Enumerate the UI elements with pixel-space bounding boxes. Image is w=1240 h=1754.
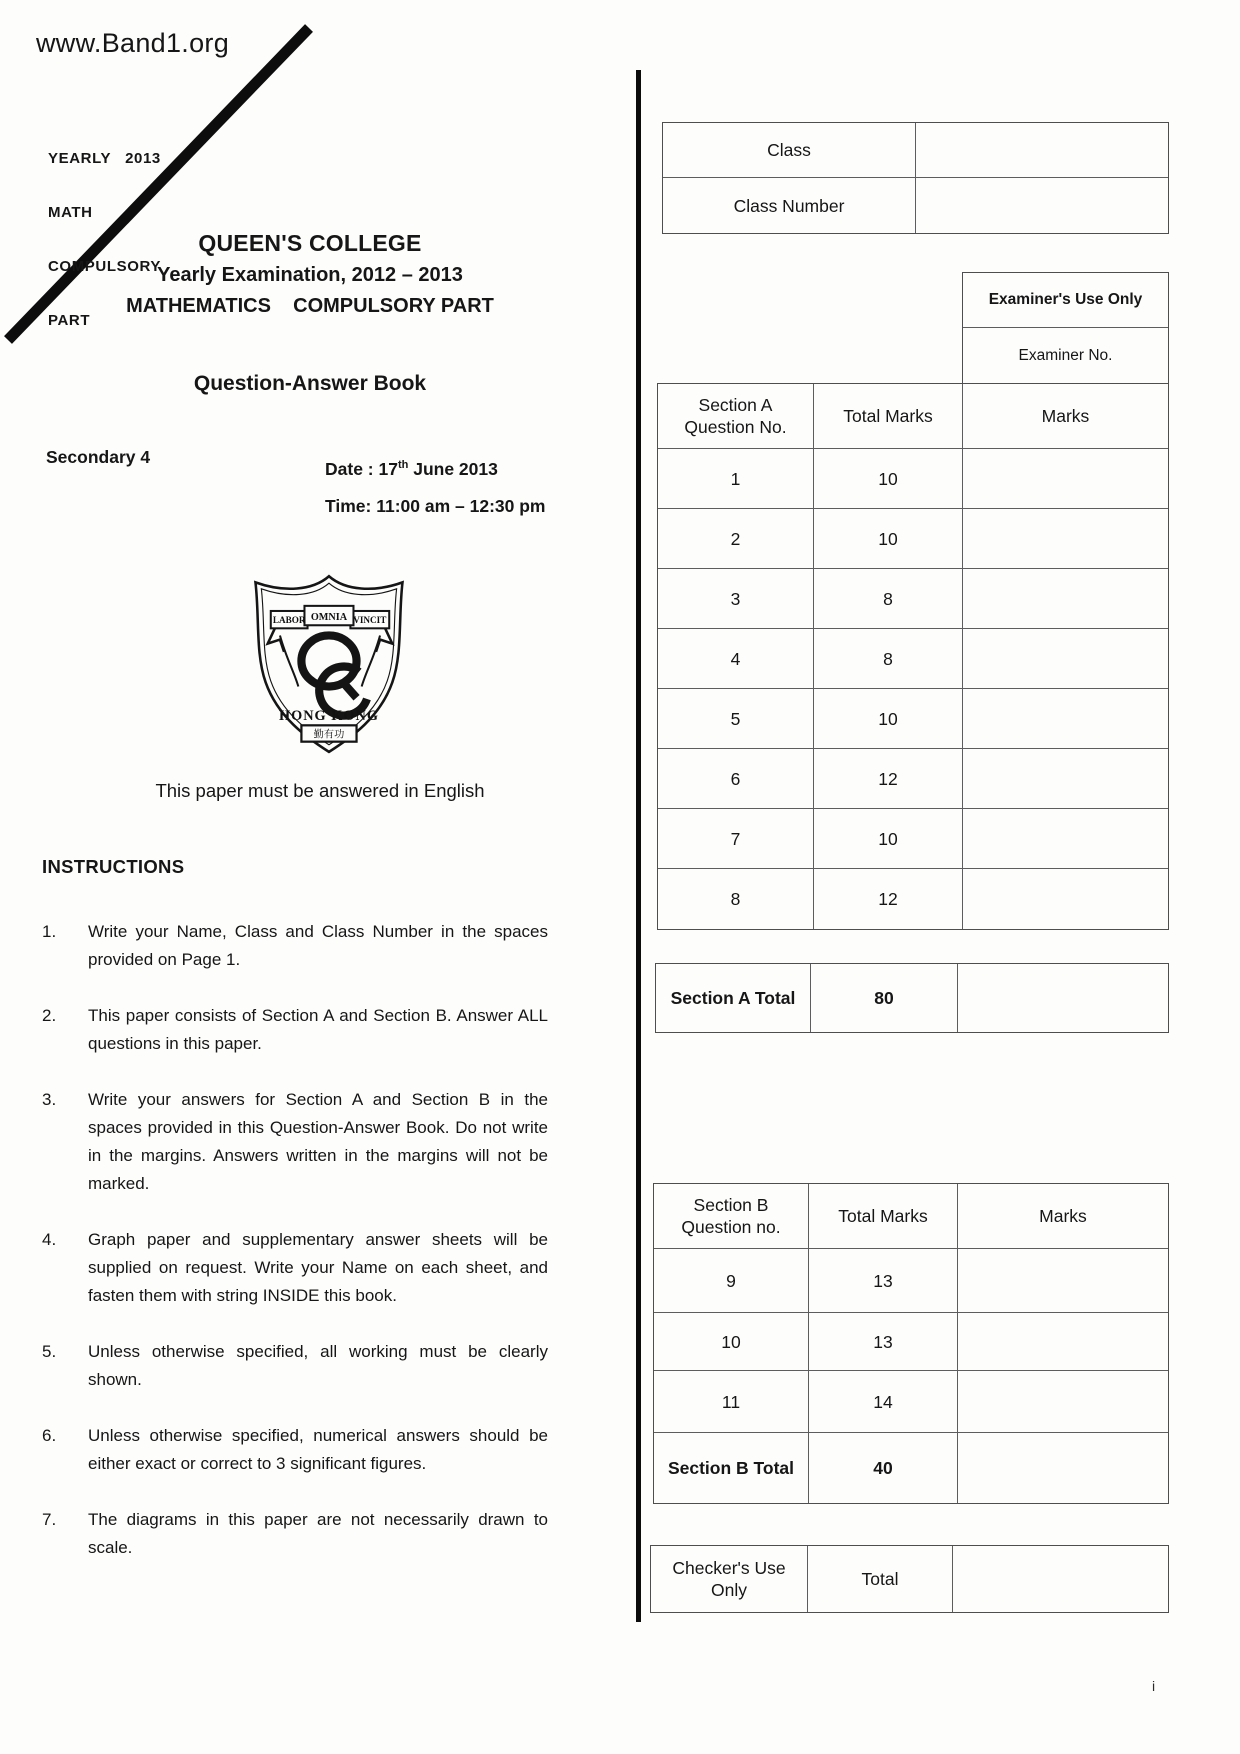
instruction-item — [42, 1086, 548, 1198]
instruction-number: 5. — [42, 1342, 57, 1361]
question-number: 7 — [658, 809, 814, 869]
instruction-text: This paper consists of Section A and Section B. Answer ALL questions in this paper. — [88, 1006, 548, 1053]
marks-entry-cell — [953, 1546, 1168, 1612]
stamp-line: PART — [48, 312, 91, 329]
question-total-marks: 12 — [814, 869, 963, 929]
title-block — [90, 230, 530, 318]
crest-motto-zh: 勤有功 — [313, 729, 345, 741]
examiner-use-title: Examiner's Use Only — [963, 273, 1168, 328]
section-a-qno-header: Section A Question No. — [658, 384, 814, 449]
examiner-use-box — [962, 272, 1169, 384]
section-b-marks-table — [653, 1183, 1169, 1504]
crest-right-drape — [362, 635, 380, 686]
instruction-text: Write your Name, Class and Class Number in the spaces provided on Page 1. — [88, 922, 548, 969]
crest-left-drape — [280, 635, 298, 686]
instruction-text: Graph paper and supplementary answer sheets will be supplied on request. Write your Name on each sheet, and fasten them with string INSIDE this book. — [88, 1230, 548, 1305]
instruction-text: The diagrams in this paper are not necessarily drawn to scale. — [88, 1510, 548, 1557]
instruction-text: Write your answers for Section A and Section B in the spaces provided in this Question-Answer Book. Do not write in the margins. Answers written in the margins will not be marked. — [88, 1090, 548, 1193]
question-total-marks: 10 — [814, 449, 963, 509]
instructions-title: INSTRUCTIONS — [42, 856, 185, 877]
marks-entry-cell — [958, 964, 1168, 1032]
instruction-number: 6. — [42, 1426, 57, 1445]
section-b-qno-header: Section B Question no. — [654, 1184, 809, 1249]
instruction-item — [42, 1226, 548, 1310]
subject-title: MATHEMATICS COMPULSORY PART — [126, 295, 494, 317]
marks-entry-cell — [963, 869, 1168, 929]
marks-entry-cell — [963, 689, 1168, 749]
instruction-text: Unless otherwise specified, numerical answers should be either exact or correct to 3 significant figures. — [88, 1426, 548, 1473]
instruction-number: 3. — [42, 1090, 57, 1109]
crest-city-text: HONG KONG — [278, 708, 380, 725]
instruction-number: 2. — [42, 1006, 57, 1025]
instruction-number: 4. — [42, 1230, 57, 1249]
question-number: 10 — [654, 1313, 809, 1371]
question-number: 2 — [658, 509, 814, 569]
question-total-marks: 10 — [814, 509, 963, 569]
stamp-line: MATH — [48, 204, 93, 221]
stamp-line: COMPULSORY — [48, 258, 161, 275]
section-b-total-label: Section B Total — [654, 1433, 809, 1503]
instruction-item — [42, 1002, 548, 1058]
question-number: 8 — [658, 869, 814, 929]
section-a-marks-table — [657, 383, 1169, 930]
marks-entry-cell — [963, 509, 1168, 569]
class-value-cell — [916, 123, 1168, 178]
question-total-marks: 10 — [814, 809, 963, 869]
section-a-total-marks: 80 — [811, 964, 958, 1032]
page-number: i — [1152, 1678, 1156, 1694]
marks-entry-cell — [963, 569, 1168, 629]
marks-entry-cell — [963, 749, 1168, 809]
instruction-item — [42, 918, 548, 974]
watermark-text: www.Band1.org — [36, 28, 230, 58]
marks-entry-cell — [963, 449, 1168, 509]
checker-total-label: Total — [808, 1546, 953, 1612]
question-number: 4 — [658, 629, 814, 689]
section-a-marks-header: Marks — [963, 384, 1168, 449]
question-number: 9 — [654, 1249, 809, 1313]
marks-entry-cell — [958, 1313, 1168, 1371]
instruction-item — [42, 1338, 548, 1394]
exam-datetime — [325, 447, 546, 525]
column-divider — [636, 70, 641, 1622]
question-total-marks: 13 — [809, 1313, 958, 1371]
class-label: Class — [663, 123, 916, 178]
question-total-marks: 12 — [814, 749, 963, 809]
question-total-marks: 13 — [809, 1249, 958, 1313]
section-a-total-label: Section A Total — [656, 964, 811, 1032]
exam-date — [325, 447, 546, 488]
crest-banner — [268, 606, 393, 652]
school-crest — [243, 564, 417, 758]
marks-entry-cell — [958, 1371, 1168, 1433]
crest-qc-monogram — [301, 635, 367, 715]
question-total-marks: 8 — [814, 629, 963, 689]
question-number: 3 — [658, 569, 814, 629]
question-number: 1 — [658, 449, 814, 509]
instruction-item — [42, 1506, 548, 1562]
marks-entry-cell — [958, 1249, 1168, 1313]
examiner-no-label: Examiner No. — [1018, 346, 1113, 364]
student-info-table — [662, 122, 1169, 234]
crest-motto-left: LABOR — [272, 615, 306, 626]
instruction-text: Unless otherwise specified, all working must be clearly shown. — [88, 1342, 548, 1389]
question-total-marks: 8 — [814, 569, 963, 629]
question-total-marks: 14 — [809, 1371, 958, 1433]
question-number: 5 — [658, 689, 814, 749]
school-name: QUEEN'S COLLEGE — [198, 230, 422, 256]
crest-motto-right: VINCIT — [353, 615, 387, 626]
marks-entry-cell — [958, 1433, 1168, 1503]
checker-use-label: Checker's Use Only — [651, 1546, 808, 1612]
form-level: Secondary 4 — [46, 447, 151, 467]
question-number: 11 — [654, 1371, 809, 1433]
exam-title: Yearly Examination, 2012 – 2013 — [157, 264, 463, 286]
crest-motto-center: OMNIA — [310, 612, 348, 624]
section-a-total-marks-header: Total Marks — [814, 384, 963, 449]
date-suffix: June 2013 — [408, 458, 498, 479]
question-total-marks: 10 — [814, 689, 963, 749]
marks-entry-cell — [963, 629, 1168, 689]
language-note: This paper must be answered in English — [155, 780, 485, 801]
section-a-total-table — [655, 963, 1169, 1033]
class-number-value-cell — [916, 178, 1168, 233]
book-title: Question-Answer Book — [193, 372, 427, 395]
date-prefix: Date : 17 — [325, 458, 398, 479]
section-b-marks-header: Marks — [958, 1184, 1168, 1249]
instruction-number: 1. — [42, 922, 57, 941]
question-number: 6 — [658, 749, 814, 809]
stamp-line: YEARLY 2013 — [48, 150, 161, 167]
checker-use-table — [650, 1545, 1169, 1613]
instructions-section — [42, 856, 548, 1590]
marks-entry-cell — [963, 809, 1168, 869]
exam-time: Time: 11:00 am – 12:30 pm — [325, 495, 546, 516]
date-ordinal: th — [397, 459, 409, 471]
class-number-label: Class Number — [663, 178, 916, 233]
instruction-number: 7. — [42, 1510, 57, 1529]
section-b-total-marks-header: Total Marks — [809, 1184, 958, 1249]
instruction-item — [42, 1422, 548, 1478]
section-b-total-marks: 40 — [809, 1433, 958, 1503]
